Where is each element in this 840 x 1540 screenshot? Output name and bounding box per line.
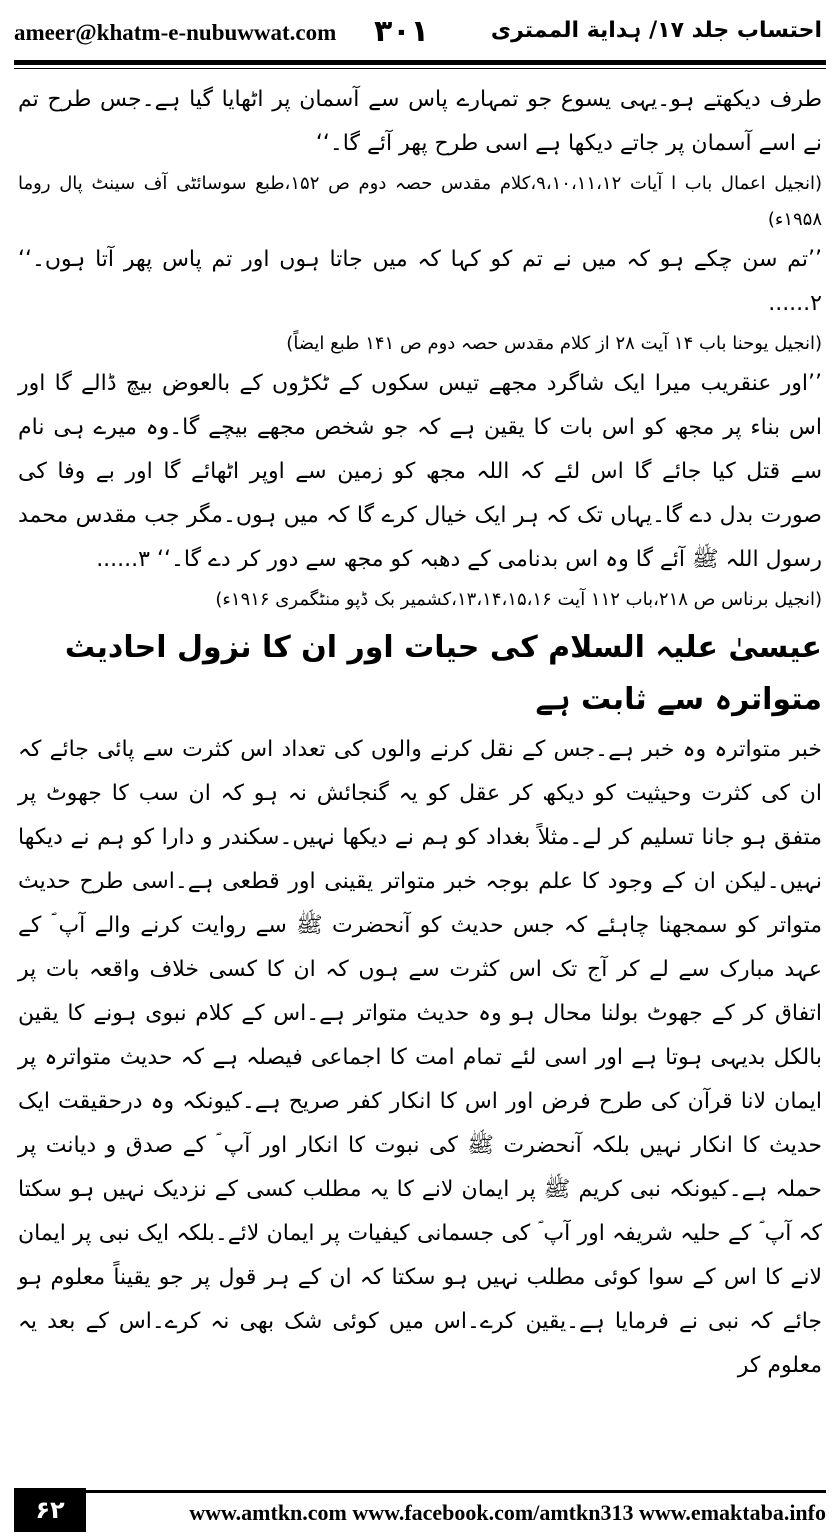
- footer-page-number: ۶۲: [14, 1488, 86, 1532]
- header-rule-thick: [14, 60, 826, 65]
- header-page-number: ۳۰۱: [374, 14, 429, 49]
- footer-rule: [14, 1490, 826, 1493]
- reference-1: (انجیل اعمال باب ا آیات ۹،۱۰،۱۱،۱۲،کلام مقدس حصہ دوم ص ۱۵۲،طبع سوسائٹی آف سینٹ پال روما ۱۹۵۸ء): [18, 173, 823, 230]
- reference-3: (انجیل برناس ص ۲۱۸،باب ۱۱۲ آیت ۱۳،۱۴،۱۵،۱۶،کشمیر بک ڈپو منٹگمری ۱۹۱۶ء): [215, 589, 822, 610]
- page-header: [14, 14, 826, 58]
- header-email: ameer@khatm-e-nubuwwat.com: [14, 20, 337, 45]
- footer-website-links: www.amtkn.com www.facebook.com/amtkn313 www.emaktaba.info: [189, 1500, 826, 1525]
- quote-item-2-text: ’’تم سن چکے ہو کہ میں نے تم کو کہا کہ میں جاتا ہوں اور تم پاس پھر آتا ہوں۔‘‘: [18, 247, 822, 272]
- section-heading: عیسیٰ علیہ السلام کی حیات اور ان کا نزول احادیث متواترہ سے ثابت ہے: [64, 630, 822, 717]
- reference-2: (انجیل یوحنا باب ۱۴ آیت ۲۸ از کلام مقدس حصہ دوم ص ۱۴۱ طبع ایضاً): [286, 333, 822, 354]
- paragraph-intro: طرف دیکھتے ہو۔یہی یسوع جو تمہارے پاس سے آسمان پر اٹھایا گیا ہے۔جس طرح تم نے اسے آسمان پر جاتے دیکھا ہے اسی طرح پھر آئے گا۔‘‘: [18, 87, 822, 156]
- paragraph-mutawatir: خبر متواترہ وہ خبر ہے۔جس کے نقل کرنے والوں کی تعداد اس کثرت سے پائی جائے کہ ان کی کثرت وحیثیت کو دیکھ کر عقل کو یہ گنجائش نہ ہو کہ ان سب کا جھوٹ پر متفق ہو جانا تسلیم کر لے۔مثلاً بغداد کو ہم نے دیکھا نہیں۔سکندر و دارا کو ہم نے دیکھا نہیں۔لیکن ان کے وجود کا علم بوجہ خبر متواتر یقینی اور قطعی ہے۔اسی طرح حدیث متواتر کو سمجھنا چاہئے کہ جس حدیث کو آنحضرت ﷺ سے روایت کرنے والے آپ ؐ کے عہد مبارک سے لے کر آج تک اس کثرت سے ہوں کہ ان کا کسی خلاف واقعہ بات پر اتفاق کر کے جھوٹ بولنا محال ہو وہ حدیث متواتر ہے۔اس کے کلام نبوی ہونے کا یقین بالکل بدیہی ہوتا ہے اور اسی لئے تمام امت کا اجماعی فیصلہ ہے کہ حدیث متواترہ پر ایمان لانا قرآن کی طرح فرض اور اس کا انکار کفر صریح ہے۔کیونکہ وہ درحقیقت ایک حدیث کا انکار نہیں بلکہ آنحضرت ﷺ کی نبوت کا انکار اور آپ ؐ کے صدق و دیانت پر حملہ ہے۔کیونکہ نبی کریم ﷺ پر ایمان لانے کا یہ مطلب کسی کے نزدیک نہیں ہو سکتا کہ آپ ؐ کے حلیہ شریفہ اور آپ ؐ کی جسمانی کیفیات پر ایمان لائے۔بلکہ ایک نبی پر ایمان لانے کا اس کے سوا کوئی مطلب نہیں ہو سکتا کہ ان کے ہر قول پر جو یقیناً معلوم ہو جائے کہ نبی نے فرمایا ہے۔یقین کرے۔اس میں کوئی شک بھی نہ کرے۔اس کے بعد یہ معلوم کر: [18, 737, 822, 1378]
- header-rule-thin: [14, 68, 826, 69]
- quote-item-3-text: ’’اور عنقریب میرا ایک شاگرد مجھے تیس سکوں کے ٹکڑوں کے بالعوض بیچ ڈالے گا اور اس بناء پر مجھ کو اس بات کا یقین ہے کہ جو شخص مجھے بیچے گا۔وہ میرے ہی نام سے قتل کیا جائے گا اس لئے کہ اللہ مجھ کو زمین سے اوپر اٹھائے گا اور بے وفا کی صورت بدل دے گا۔یہاں تک کہ ہر ایک خیال کرے گا کہ میں ہوں۔مگر جب مقدس محمد رسول اللہ ﷺ آئے گا وہ اس بدنامی کے دھبہ کو مجھ سے دور کر دے گا۔‘‘: [18, 371, 822, 572]
- quote-item-3-number: ۳......: [96, 547, 150, 572]
- page-body: [18, 78, 822, 1478]
- quote-item-2: [18, 238, 822, 326]
- quote-item-3: [18, 362, 822, 582]
- header-book-title: احتساب جلد ۱۷/ ہدایة الممتری: [490, 18, 822, 43]
- quote-item-2-number: ۲......: [768, 291, 822, 316]
